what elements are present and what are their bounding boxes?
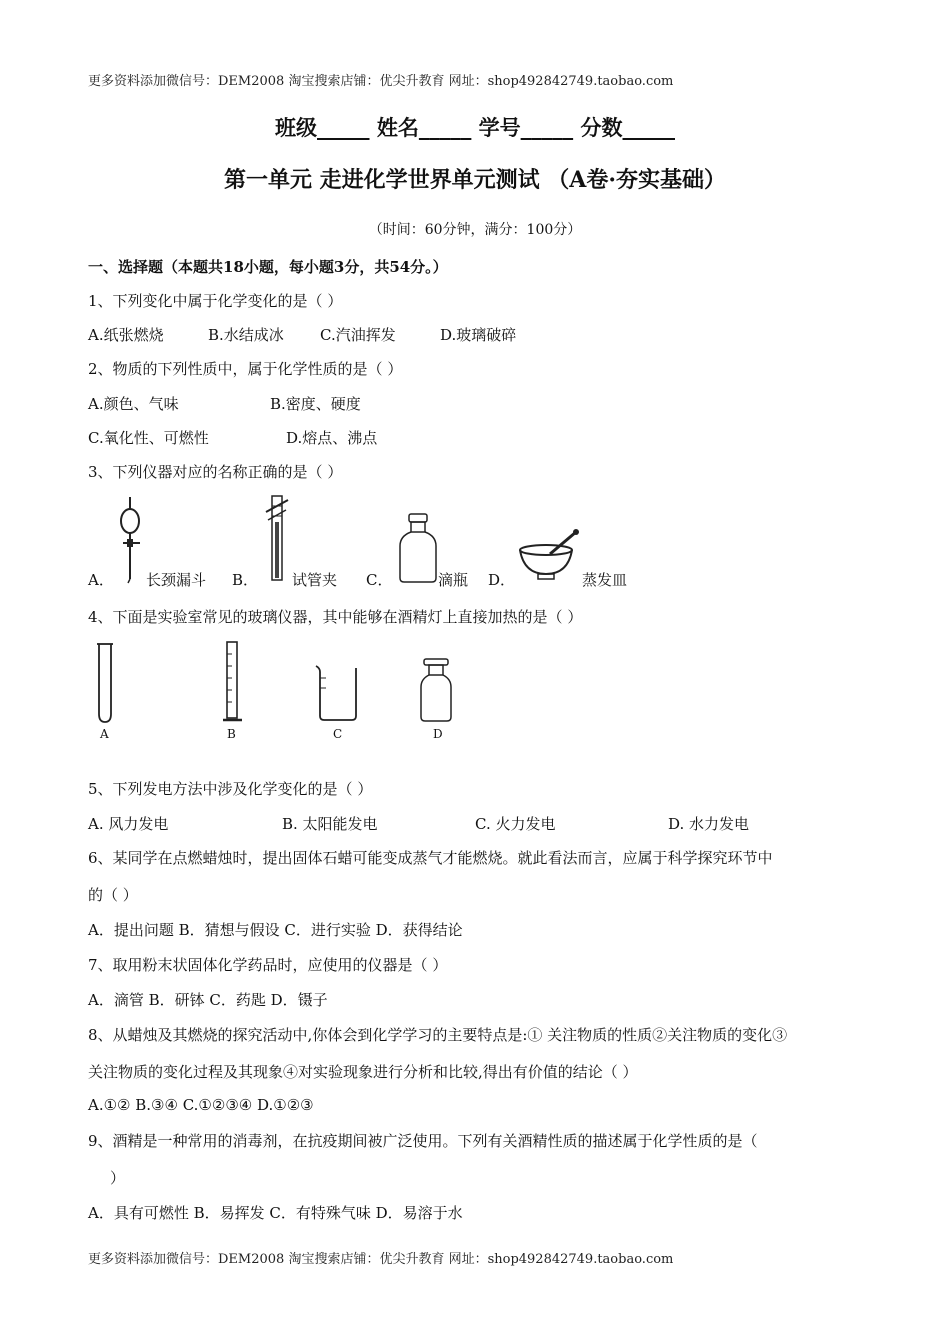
q1-option-a: A.纸张燃烧 — [88, 326, 164, 344]
burette-icon — [262, 492, 292, 584]
q1-option-b: B.水结成冰 — [208, 326, 284, 344]
q4-label-c: C — [333, 727, 343, 741]
q7-stem: 7、取用粉末状固体化学药品时，应使用的仪器是（ ） — [88, 956, 448, 974]
q3-option-c: C． — [366, 571, 393, 589]
q7-options: A．滴管 B．研钵 C．药匙 D．镊子 — [88, 991, 328, 1009]
q2-stem: 2、物质的下列性质中，属于化学性质的是（ ） — [88, 360, 403, 378]
q1-option-d: D.玻璃破碎 — [440, 326, 517, 344]
q6-stem-line2: 的（ ） — [88, 886, 138, 904]
q5-option-c: C. 火力发电 — [475, 815, 556, 833]
q8-stem-line1: 8、从蜡烛及其燃烧的探究活动中,你体会到化学学习的主要特点是:① 关注物质的性质②关注物质的变化③ — [88, 1026, 788, 1044]
q5-option-d: D. 水力发电 — [668, 815, 750, 833]
test-tube-icon — [95, 642, 115, 724]
q4-label-a: A — [100, 727, 109, 741]
graduated-cylinder-icon — [222, 640, 244, 724]
q6-options: A．提出问题 B．猜想与假设 C．进行实验 D．获得结论 — [88, 921, 463, 939]
q5-stem: 5、下列发电方法中涉及化学变化的是（ ） — [88, 780, 373, 798]
q3-name-a: 长颈漏斗 — [146, 571, 207, 589]
q1-option-c: C.汽油挥发 — [320, 326, 396, 344]
q3-option-b: B． — [232, 571, 259, 589]
q3-name-c: 滴瓶 — [438, 571, 469, 589]
mortar-icon — [516, 528, 582, 584]
beaker-icon — [314, 664, 360, 722]
q4-stem: 4、下面是实验室常见的玻璃仪器，其中能够在酒精灯上直接加热的是（ ） — [88, 608, 583, 626]
q2-option-d: D.熔点、沸点 — [286, 429, 378, 447]
page-subtitle: （时间：60分钟，满分：100分） — [368, 222, 582, 238]
q9-stem-line2: ） — [110, 1169, 126, 1187]
q3-name-b: 试管夹 — [292, 571, 338, 589]
q1-stem: 1、下列变化中属于化学变化的是（ ） — [88, 292, 343, 310]
q2-option-c: C.氧化性、可燃性 — [88, 429, 209, 447]
q3-name-d: 蒸发皿 — [582, 571, 628, 589]
bottle-icon — [396, 512, 440, 584]
page-title: 第一单元 走进化学世界单元测试 （A卷·夯实基础） — [223, 167, 727, 193]
reagent-bottle-icon — [418, 657, 454, 723]
q3-option-a: A． — [88, 571, 114, 589]
q6-stem-line1: 6、某同学在点燃蜡烛时，提出固体石蜡可能变成蒸气才能燃烧。就此看法而言，应属于科学探究环节中 — [88, 849, 773, 867]
q2-option-a: A.颜色、气味 — [88, 395, 179, 413]
q5-option-a: A. 风力发电 — [88, 815, 169, 833]
q4-label-b: B — [227, 727, 236, 741]
q3-stem: 3、下列仪器对应的名称正确的是（ ） — [88, 463, 343, 481]
q3-option-d: D． — [488, 571, 516, 589]
q2-option-b: B.密度、硬度 — [270, 395, 361, 413]
q9-options: A．具有可燃性 B．易挥发 C．有特殊气味 D．易溶于水 — [88, 1204, 463, 1222]
page-header: 更多资料添加微信号：DEM2008 淘宝搜索店铺：优尖升教育 网址：shop492842749.taobao.com — [88, 74, 674, 89]
q4-label-d: D — [433, 727, 443, 741]
funnel-icon — [110, 495, 150, 585]
q5-option-b: B. 太阳能发电 — [282, 815, 378, 833]
q8-stem-line2: 关注物质的变化过程及其现象④对实验现象进行分析和比较,得出有价值的结论（ ） — [88, 1063, 638, 1081]
student-info: 班级_____ 姓名_____ 学号_____ 分数_____ — [275, 115, 675, 140]
page-footer: 更多资料添加微信号：DEM2008 淘宝搜索店铺：优尖升教育 网址：shop492842749.taobao.com — [88, 1252, 674, 1267]
section-heading: 一、选择题（本题共18小题，每小题3分，共54分。） — [88, 258, 448, 276]
q9-stem-line1: 9、酒精是一种常用的消毒剂，在抗疫期间被广泛使用。下列有关酒精性质的描述属于化学性质的是（ — [88, 1132, 758, 1150]
q8-options: A.①② B.③④ C.①②③④ D.①②③ — [88, 1096, 314, 1114]
